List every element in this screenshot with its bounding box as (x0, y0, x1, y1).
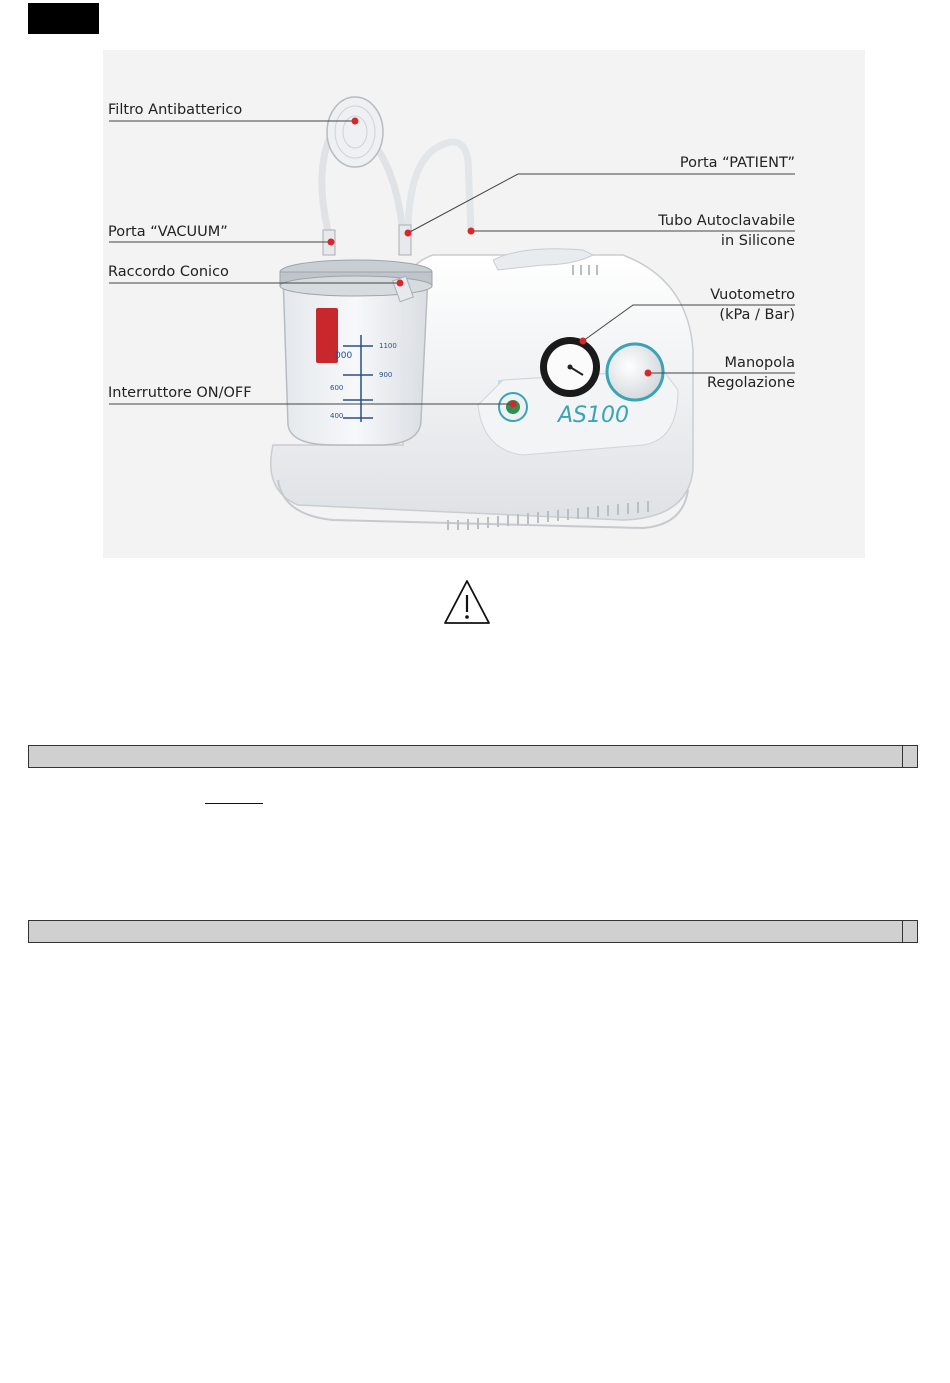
warning-triangle-icon (443, 578, 491, 626)
callout-porta-vacuum: Porta “VACUUM” (108, 224, 228, 240)
underlined-word-mark (205, 803, 263, 804)
device-logo: AS100 (558, 403, 630, 428)
callout-vuotometro-line2: (kPa / Bar) (719, 307, 795, 323)
section-header-bar-2 (28, 920, 918, 943)
device-figure (103, 50, 865, 558)
callout-tubo-line2: in Silicone (720, 233, 795, 249)
jar-scale-600: 600 (330, 384, 344, 392)
callout-tubo-line1: Tubo Autoclavabile (658, 213, 795, 229)
callout-porta-patient: Porta “PATIENT” (679, 155, 795, 171)
callout-interruttore: Interruttore ON/OFF (108, 385, 252, 401)
callout-raccordo-conico: Raccordo Conico (108, 264, 229, 280)
jar-scale-400: 400 (330, 412, 344, 420)
section-header-bar-1 (28, 745, 918, 768)
callout-vuotometro-line1: Vuotometro (710, 287, 795, 303)
section-header-bar-cap (902, 746, 917, 767)
jar-scale-1100: 1100 (379, 342, 397, 350)
callout-filtro-antibatterico: Filtro Antibatterico (108, 102, 243, 118)
callout-manopola-line1: Manopola (724, 355, 795, 371)
callout-manopola-line2: Regolazione (707, 375, 795, 391)
page-tab-marker (28, 3, 99, 34)
jar-scale-900: 900 (379, 371, 393, 379)
jar-top-number: 000 (335, 351, 353, 361)
section-header-bar-cap (902, 921, 917, 942)
